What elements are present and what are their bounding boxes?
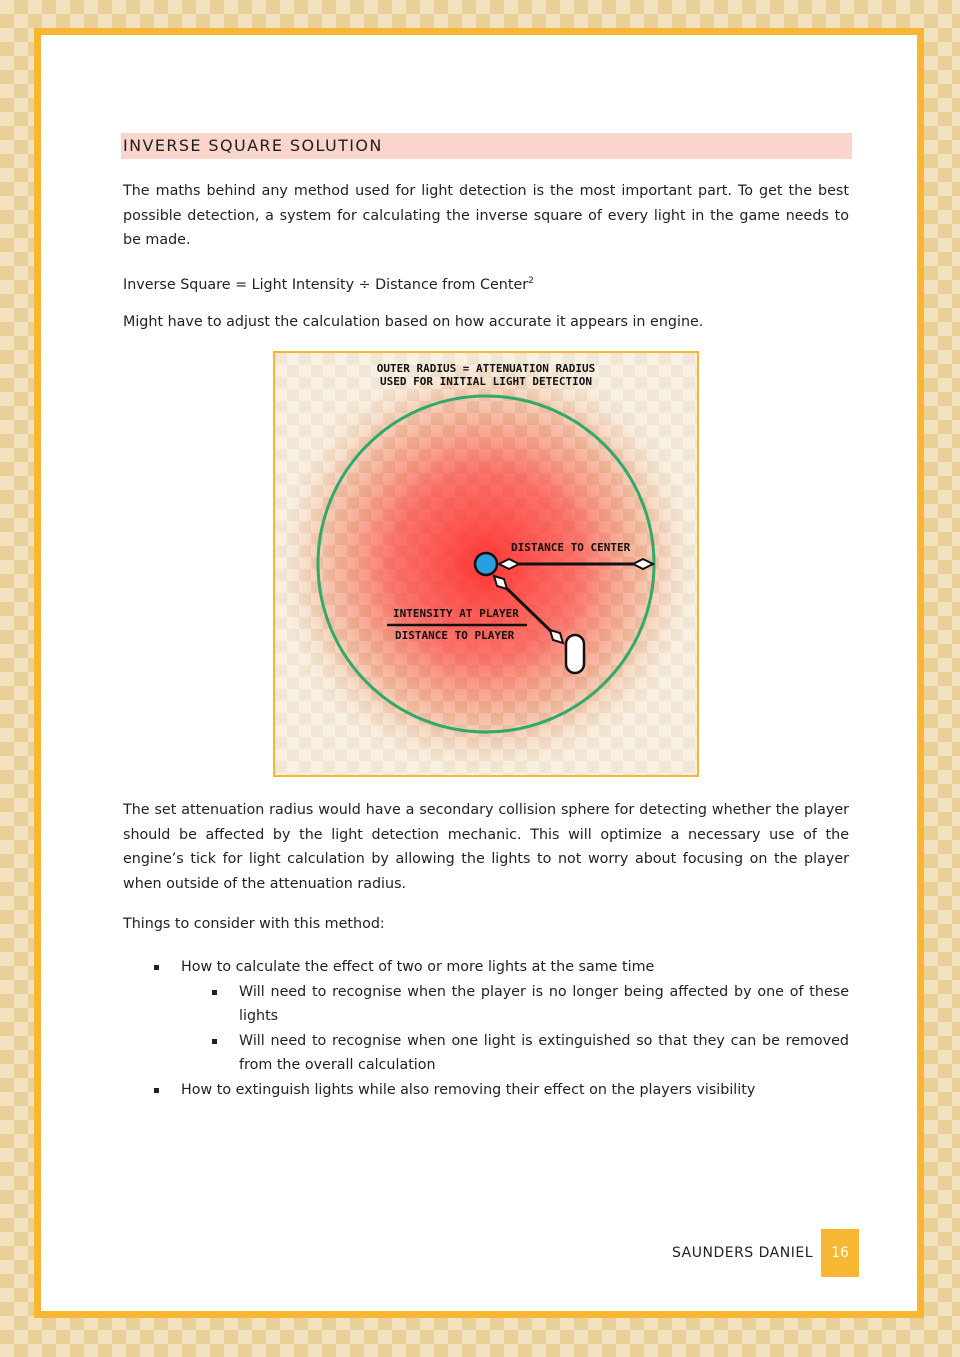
- intro-paragraph: The maths behind any method used for light detection is the most important part. To get the best possible detection, a system for calculating the inverse square of every light in the game needs to be made.: [123, 183, 849, 249]
- list-item: Will need to recognise when one light is extinguished so that they can be removed from the overall calculation: [123, 1029, 849, 1078]
- list-item: How to extinguish lights while also removing their effect on the players visibility: [123, 1078, 849, 1103]
- label-distance-to-player: DISTANCE TO PLAYER: [395, 629, 515, 642]
- player-capsule: [566, 635, 584, 673]
- footer-author: SAUNDERS DANIEL: [672, 1245, 813, 1261]
- consider-intro: Things to consider with this method:: [123, 916, 385, 932]
- list-item: Will need to recognise when the player is no longer being affected by one of these lights: [123, 980, 849, 1029]
- adjust-note-paragraph: Might have to adjust the calculation based on how accurate it appears in engine.: [123, 314, 704, 330]
- formula-exponent: 2: [528, 276, 534, 286]
- considerations-list: [123, 955, 849, 1103]
- page-number-badge: 16: [821, 1229, 859, 1277]
- document-page: [34, 28, 924, 1318]
- formula-text: Inverse Square = Light Intensity ÷ Distance from Center: [123, 276, 529, 293]
- label-intensity-at-player: INTENSITY AT PLAYER: [393, 607, 519, 620]
- light-detection-diagram: [275, 353, 697, 775]
- label-top-line2: USED FOR INITIAL LIGHT DETECTION: [380, 375, 592, 388]
- attenuation-paragraph: The set attenuation radius would have a secondary collision sphere for detecting whether the player should be affected by the light detection mechanic. This will optimize a necessary use of the engine’s tick for light calculation by allowing the lights to not worry about focusing on the player when outside of the attenuation radius.: [123, 802, 849, 892]
- light-detection-figure: [273, 351, 699, 777]
- light-center-dot: [475, 553, 497, 575]
- label-distance-to-center: DISTANCE TO CENTER: [511, 541, 631, 554]
- section-heading: INVERSE SQUARE SOLUTION: [121, 133, 852, 159]
- label-top-line1: OUTER RADIUS = ATTENUATION RADIUS: [376, 362, 596, 375]
- list-item: How to calculate the effect of two or more lights at the same time: [123, 955, 849, 980]
- formula-line: [123, 271, 534, 295]
